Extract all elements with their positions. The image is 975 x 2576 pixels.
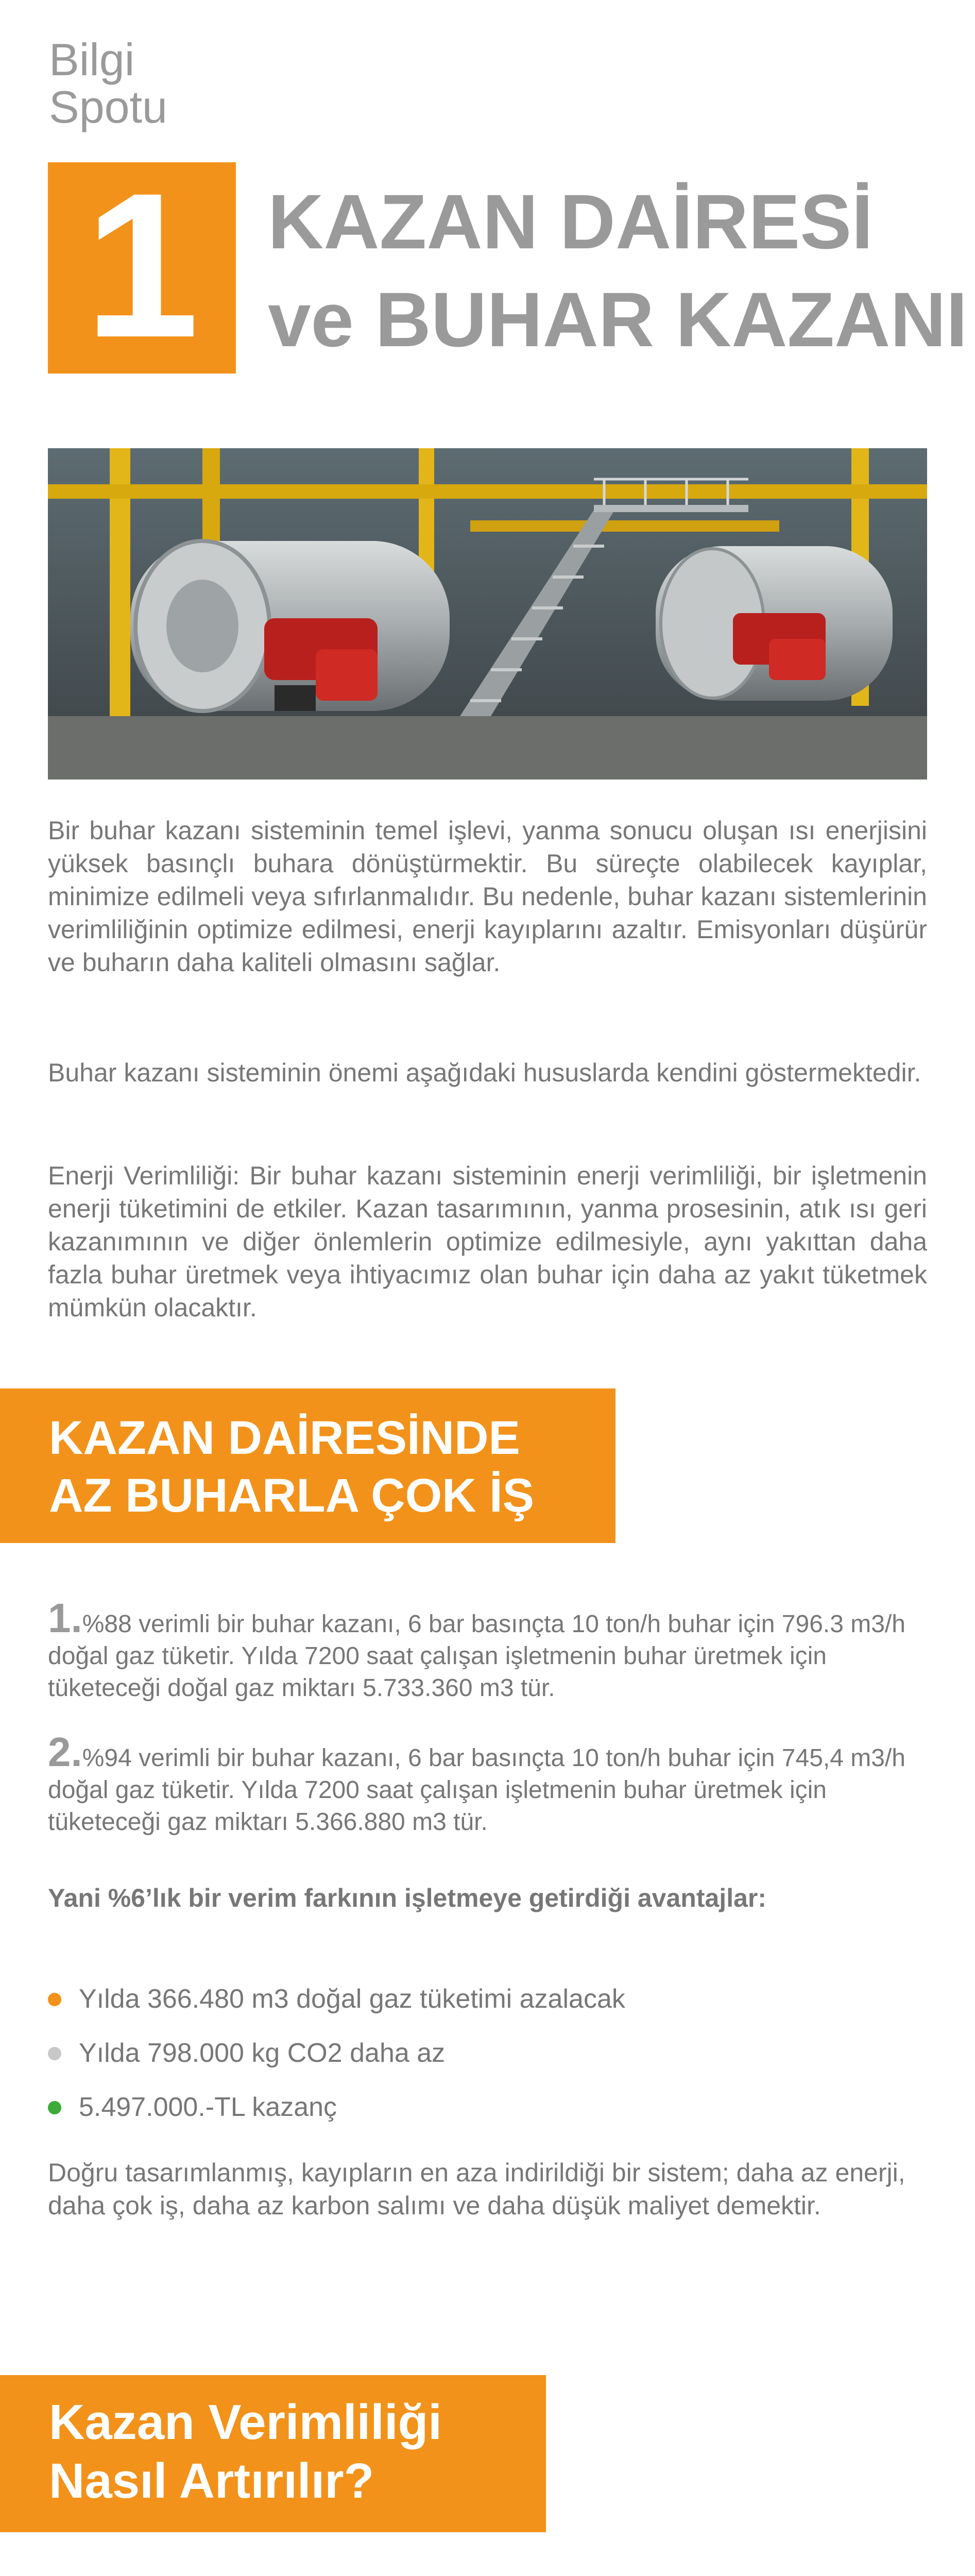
kicker-line2: Spotu: [49, 81, 167, 132]
advantage-item-1: [48, 1984, 923, 2020]
advantage-text-2: Yılda 798.000 kg CO2 daha az: [79, 2038, 446, 2068]
item1-text: %88 verimli bir buhar kazanı, 6 bar basınçta 10 ton/h buhar için 796.3 m3/h doğal gaz tüketir. Yılda 7200 saat çalışan işletmenin buhar üretmek için tüketeceği doğal gaz miktarı 5.733.360 m3 tür.: [48, 1611, 905, 1702]
bullet-dot-orange: [48, 1993, 61, 2006]
title-line1: KAZAN DAİRESİ: [268, 178, 874, 265]
section2-title-line1: Kazan Verimliliği: [49, 2395, 442, 2450]
boiler-room-photo: [48, 448, 927, 779]
conclusion-text: Doğru tasarımlanmış, kayıpların en aza indirildiği bir sistem; daha az enerji, daha çok iş, daha az karbon salımı ve daha düşük maliyet demektir.: [48, 2158, 905, 2220]
item2-number: 2.: [48, 1729, 82, 1775]
intro-paragraph-3: Enerji Verimliliği: Bir buhar kazanı sisteminin enerji verimliliği, bir işletmenin enerji tüketimini de etkiler. Kazan tasarımının, yanma prosesinin, atık ısı geri kazanımının ve diğer önlemlerin optimize edilmesiyle, aynı yakıttan daha fazla buhar üretmek veya ihtiyacımız olan buhar için daha az yakıt tüketmek mümkün olacaktır.: [48, 1161, 927, 1322]
section1-title-line1: KAZAN DAİRESİNDE: [49, 1412, 520, 1464]
section1-header: [0, 1388, 615, 1543]
efficiency-item-1: [48, 1595, 927, 1704]
kicker: [49, 36, 167, 131]
number-badge: [48, 150, 236, 380]
number: 1: [84, 150, 199, 380]
advantage-list: [48, 1984, 923, 2154]
advantage-item-2: [48, 2038, 923, 2074]
section2-title: [49, 2395, 442, 2509]
bullet-dot-gray: [48, 2047, 61, 2060]
section2-header: [0, 2375, 546, 2532]
section1-title-line2: AZ BUHARLA ÇOK İŞ: [49, 1469, 535, 1522]
advantage-item-3: [48, 2092, 923, 2128]
section2-title-line2: Nasıl Artırılır?: [49, 2453, 374, 2509]
bullet-dot-green: [48, 2101, 61, 2114]
item1-number: 1.: [48, 1595, 82, 1641]
kicker-line1: Bilgi: [49, 34, 135, 85]
intro-paragraph-2: Buhar kazanı sisteminin önemi aşağıdaki hususlarda kendini göstermektedir.: [48, 1058, 921, 1087]
item2-text: %94 verimli bir buhar kazanı, 6 bar basınçta 10 ton/h buhar için 745,4 m3/h doğal gaz tüketir. Yılda 7200 saat çalışan işletmenin buhar üretmek için tüketeceği gaz miktarı 5.366.880 m3 tür.: [48, 1744, 905, 1836]
advantage-text-1: Yılda 366.480 m3 doğal gaz tüketimi azalacak: [79, 1984, 625, 2014]
advantages-title: Yani %6’lık bir verim farkının işletmeye getirdiği avantajlar:: [48, 1884, 766, 1912]
intro-paragraph-1: Bir buhar kazanı sisteminin temel işlevi, yanma sonucu oluşan ısı enerjisini yüksek basınçlı buhara dönüştürmektir. Bu süreçte olabilecek kayıplar, minimize edilmeli veya sıfırlanmalıdır. Bu nedenle, buhar kazanı sistemlerinin verimliliğinin optimize edilmesi, enerji kayıplarını azaltır. Emisyonları düşürür ve buharın daha kaliteli olmasını sağlar.: [48, 816, 927, 977]
section1-title: [49, 1410, 534, 1523]
title-line2: ve BUHAR KAZANI: [268, 276, 968, 363]
page-title: [268, 175, 967, 366]
efficiency-item-2: [48, 1729, 927, 1838]
advantage-text-3: 5.497.000.-TL kazanç: [79, 2092, 337, 2122]
